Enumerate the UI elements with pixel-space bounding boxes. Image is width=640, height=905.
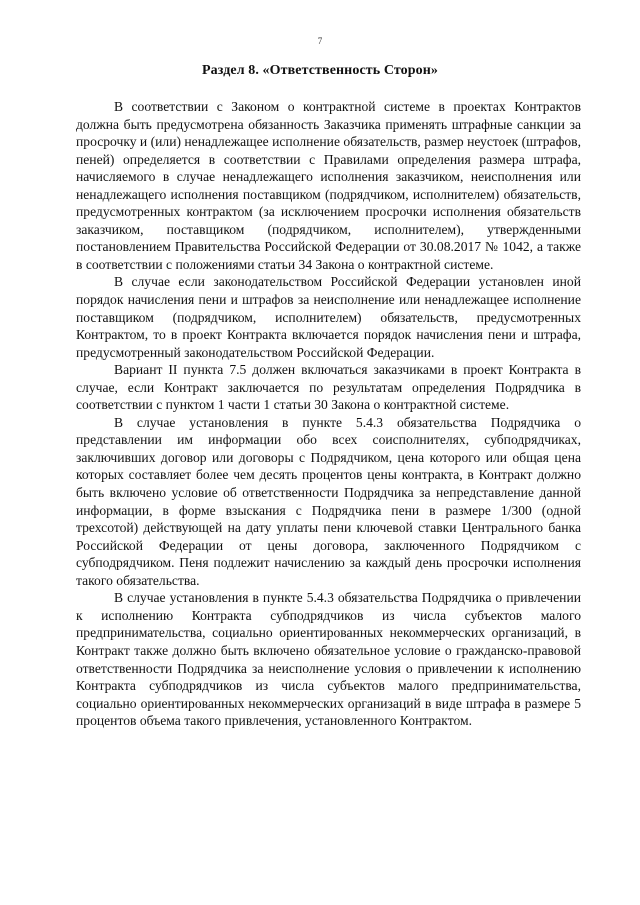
paragraph-contract-system: В соответствии с Законом о контрактной системе в проектах Контрактов должна быть предусмотрена обязанность Заказчика применять штрафные санкции за просрочку и (или) ненадлежащее исполнение обязательств, размер неустоек (штрафов, пеней) определяется в соответствии с Правилами определения размера штрафа, начисляемого в случае ненадлежащего исполнения заказчиком, неисполнения или ненадлежащего исполнения поставщиком (подрядчиком, исполнителем) обязательств, предусмотренных контрактом (за исключением просрочки исполнения обязательств заказчиком, поставщиком (подрядчиком, исполнителем), утвержденными постановлением Правительства Российской Федерации от 30.08.2017 № 1042, а также в соответствии с положениями статьи 34 Закона о контрактной системе. [76, 99, 581, 272]
page-number: 7 [317, 36, 323, 46]
paragraph-subcontractor-information: В случае установления в пункте 5.4.3 обязательства Подрядчика о представлении им информации обо всех соисполнителях, субподрядчиках, заключивших договор или договоры с Подрядчиком, цена которого или общая цена которых составляет более чем десять процентов цены контракта, в Контракт должно быть включено условие об ответственности Подрядчика за непредставление данной информации, в форме взыскания с Подрядчика пени в размере 1/300 (одной трехсотой) действующей на дату уплаты пени ключевой ставки Центрального банка Российской Федерации от цены договора, заключенного Подрядчиком с субподрядчиком. Пеня подлежит начислению за каждый день просрочки исполнения такого обязательства. [76, 414, 581, 588]
paragraph-variant-ii: Вариант II пункта 7.5 должен включаться заказчиками в проект Контракта в случае, если Контракт заключается по результатам определения Подрядчика в соответствии с пунктом 1 части 1 статьи 30 Закона о контрактной системе. [76, 362, 581, 413]
paragraph-alternative-procedure: В случае если законодательством Российской Федерации установлен иной порядок начисления пени и штрафов за неисполнение или ненадлежащее исполнение поставщиком (подрядчиком, исполнителем) обязательств, предусмотренных Контрактом, то в проект Контракта включается порядок начисления пени и штрафа, предусмотренный законодательством Российской Федерации. [76, 274, 581, 360]
document-body [76, 98, 581, 730]
paragraph-small-business-involvement: В случае установления в пункте 5.4.3 обязательства Подрядчика о привлечении к исполнению Контракта субподрядчиков из числа субъектов малого предпринимательства, социально ориентированных некоммерческих организаций, в Контракт также должно быть включено обязательное условие о гражданско-правовой ответственности Подрядчика за неисполнение условия о привлечении к исполнению Контракта субподрядчиков из числа субъектов малого предпринимательства, социально ориентированных некоммерческих организаций в виде штрафа в размере 5 процентов объема такого привлечения, установленного Контрактом. [76, 590, 581, 729]
section-title: Раздел 8. «Ответственность Сторон» [201, 63, 439, 78]
